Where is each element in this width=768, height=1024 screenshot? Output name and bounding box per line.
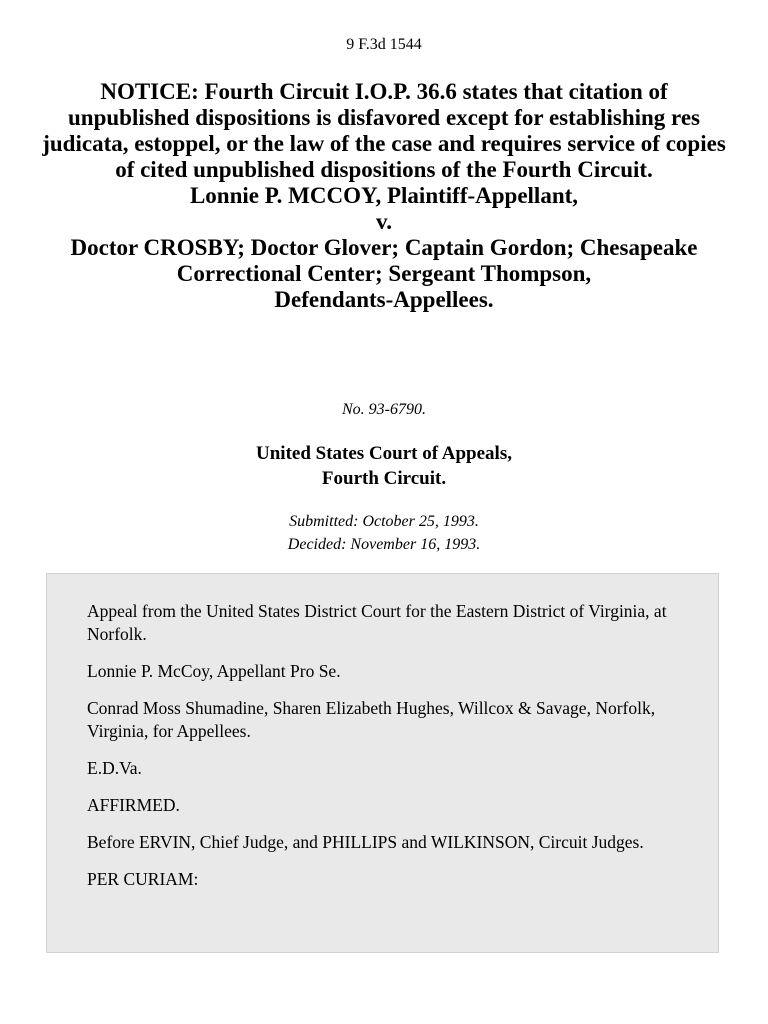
court-name	[0, 441, 768, 491]
defendants-line-3: Defendants-Appellees.	[274, 287, 494, 312]
judge-panel: Before ERVIN, Chief Judge, and PHILLIPS and WILKINSON, Circuit Judges.	[87, 832, 644, 852]
case-heading	[40, 79, 728, 313]
versus-line: v.	[376, 209, 392, 234]
court-name-line-1: United States Court of Appeals,	[256, 443, 512, 464]
district-abbreviation: E.D.Va.	[87, 758, 142, 778]
submitted-date: Submitted: October 25, 1993.	[289, 513, 479, 530]
decided-date: Decided: November 16, 1993.	[287, 536, 481, 553]
case-dates	[0, 510, 768, 556]
disposition: AFFIRMED.	[87, 795, 180, 815]
unpublished-notice: NOTICE: Fourth Circuit I.O.P. 36.6 states that citation of unpublished dispositions is disfavored except for establishing res judicata, estoppel, or the law of the case and requires service of copies of cited unpublished dispositions of the Fourth Circuit.	[42, 79, 726, 182]
case-citation: 9 F.3d 1544	[346, 36, 422, 53]
appeal-from: Appeal from the United States District Court for the Eastern District of Virginia, at Norfolk.	[87, 601, 667, 644]
appellant-counsel: Lonnie P. McCoy, Appellant Pro Se.	[87, 661, 341, 681]
per-curiam: PER CURIAM:	[87, 869, 199, 889]
docket-number: No. 93-6790.	[342, 401, 426, 418]
defendants-line-2: Correctional Center; Sergeant Thompson,	[176, 261, 592, 286]
plaintiff-line: Lonnie P. MCCOY, Plaintiff-Appellant,	[189, 183, 579, 208]
appellee-counsel: Conrad Moss Shumadine, Sharen Elizabeth Hughes, Willcox & Savage, Norfolk, Virginia, for Appellees.	[87, 698, 656, 741]
case-details-panel	[46, 573, 719, 953]
court-name-line-2: Fourth Circuit.	[321, 468, 447, 489]
defendants-line-1: Doctor CROSBY; Doctor Glover; Captain Gordon; Chesapeake	[70, 235, 698, 260]
